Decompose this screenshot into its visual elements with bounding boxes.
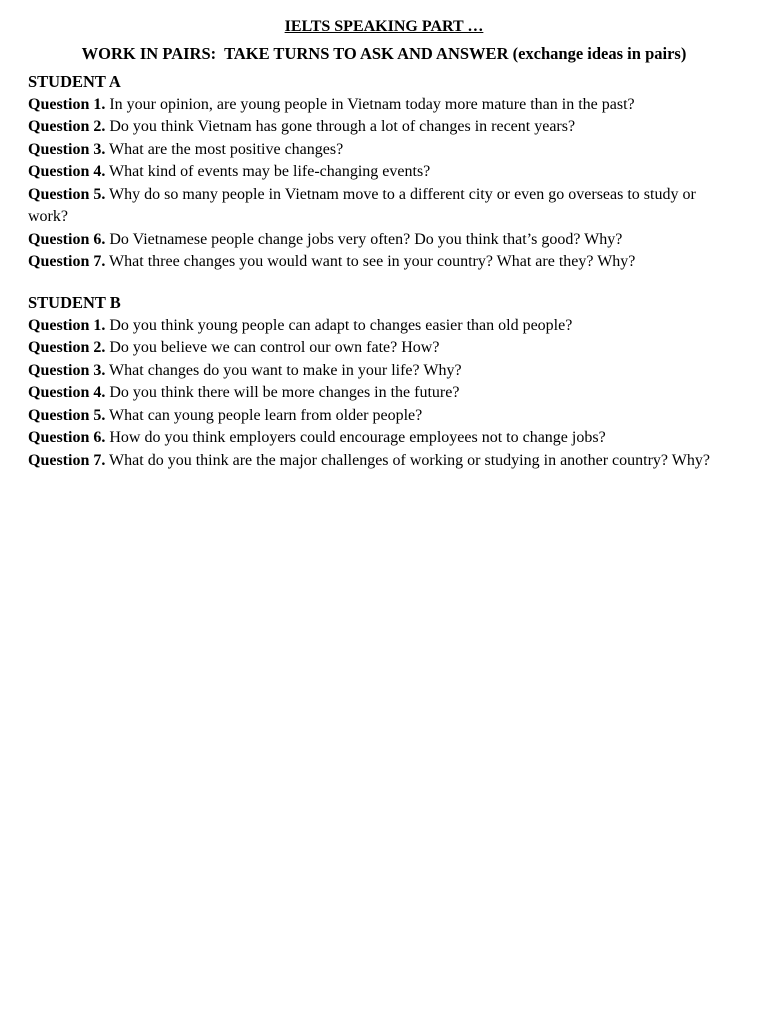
question-text: Do you think young people can adapt to changes easier than old people? — [105, 316, 573, 334]
question-label: Question 7. — [28, 451, 106, 469]
question-text: What three changes you would want to see in your country? What are they? Why? — [105, 253, 636, 270]
question-text: Do Vietnamese people change jobs very often? Do you think that’s good? Why? — [105, 230, 623, 248]
question-text: What changes do you want to make in your life? Why? — [105, 361, 462, 379]
student-b-question-6 — [28, 427, 728, 450]
student-a-section — [28, 71, 728, 274]
student-a-question-list — [28, 94, 728, 274]
question-text: What are the most positive changes? — [105, 140, 344, 158]
student-a-heading: STUDENT A — [28, 72, 121, 91]
student-b-heading: STUDENT B — [28, 293, 121, 312]
question-label: Question 3. — [28, 140, 106, 158]
question-text: Do you believe we can control our own fate? How? — [105, 339, 440, 356]
question-label: Question 2. — [28, 118, 106, 135]
question-text: Why do so many people in Vietnam move to a different city or even go overseas to study or work? — [28, 185, 696, 225]
question-label: Question 3. — [28, 361, 106, 379]
student-b-question-3 — [28, 360, 728, 383]
student-b-question-1 — [28, 315, 728, 338]
question-label: Question 1. — [28, 95, 106, 113]
student-b-question-2 — [28, 337, 728, 360]
question-label: Question 7. — [28, 253, 106, 270]
student-a-question-6 — [28, 229, 728, 252]
student-a-question-7 — [28, 251, 728, 274]
question-text: What can young people learn from older people? — [105, 406, 423, 424]
question-label: Question 4. — [28, 163, 106, 180]
question-label: Question 5. — [28, 185, 106, 203]
question-text: What kind of events may be life-changing events? — [105, 163, 431, 180]
student-b-question-4 — [28, 382, 728, 405]
question-label: Question 5. — [28, 406, 106, 424]
student-b-question-7 — [28, 450, 728, 473]
question-label: Question 6. — [28, 230, 106, 248]
student-b-question-list — [28, 315, 728, 473]
student-b-section — [28, 292, 728, 472]
question-label: Question 6. — [28, 429, 106, 446]
question-text: What do you think are the major challenges of working or studying in another country? Why? — [105, 451, 710, 469]
question-text: Do you think Vietnam has gone through a lot of changes in recent years? — [105, 118, 576, 135]
student-a-question-3 — [28, 139, 728, 162]
document-subtitle: WORK IN PAIRS: TAKE TURNS TO ASK AND ANSWER (exchange ideas in pairs) — [81, 44, 687, 63]
question-label: Question 4. — [28, 384, 106, 401]
document-title: IELTS SPEAKING PART … — [284, 18, 484, 35]
student-a-question-1 — [28, 94, 728, 117]
student-a-question-4 — [28, 161, 728, 184]
question-label: Question 2. — [28, 339, 106, 356]
student-a-question-5 — [28, 184, 728, 229]
question-text: Do you think there will be more changes in the future? — [105, 384, 460, 401]
student-b-question-5 — [28, 405, 728, 428]
question-text: How do you think employers could encourage employees not to change jobs? — [105, 429, 606, 446]
student-a-question-2 — [28, 116, 728, 139]
question-text: In your opinion, are young people in Vietnam today more mature than in the past? — [105, 95, 635, 113]
question-label: Question 1. — [28, 316, 106, 334]
